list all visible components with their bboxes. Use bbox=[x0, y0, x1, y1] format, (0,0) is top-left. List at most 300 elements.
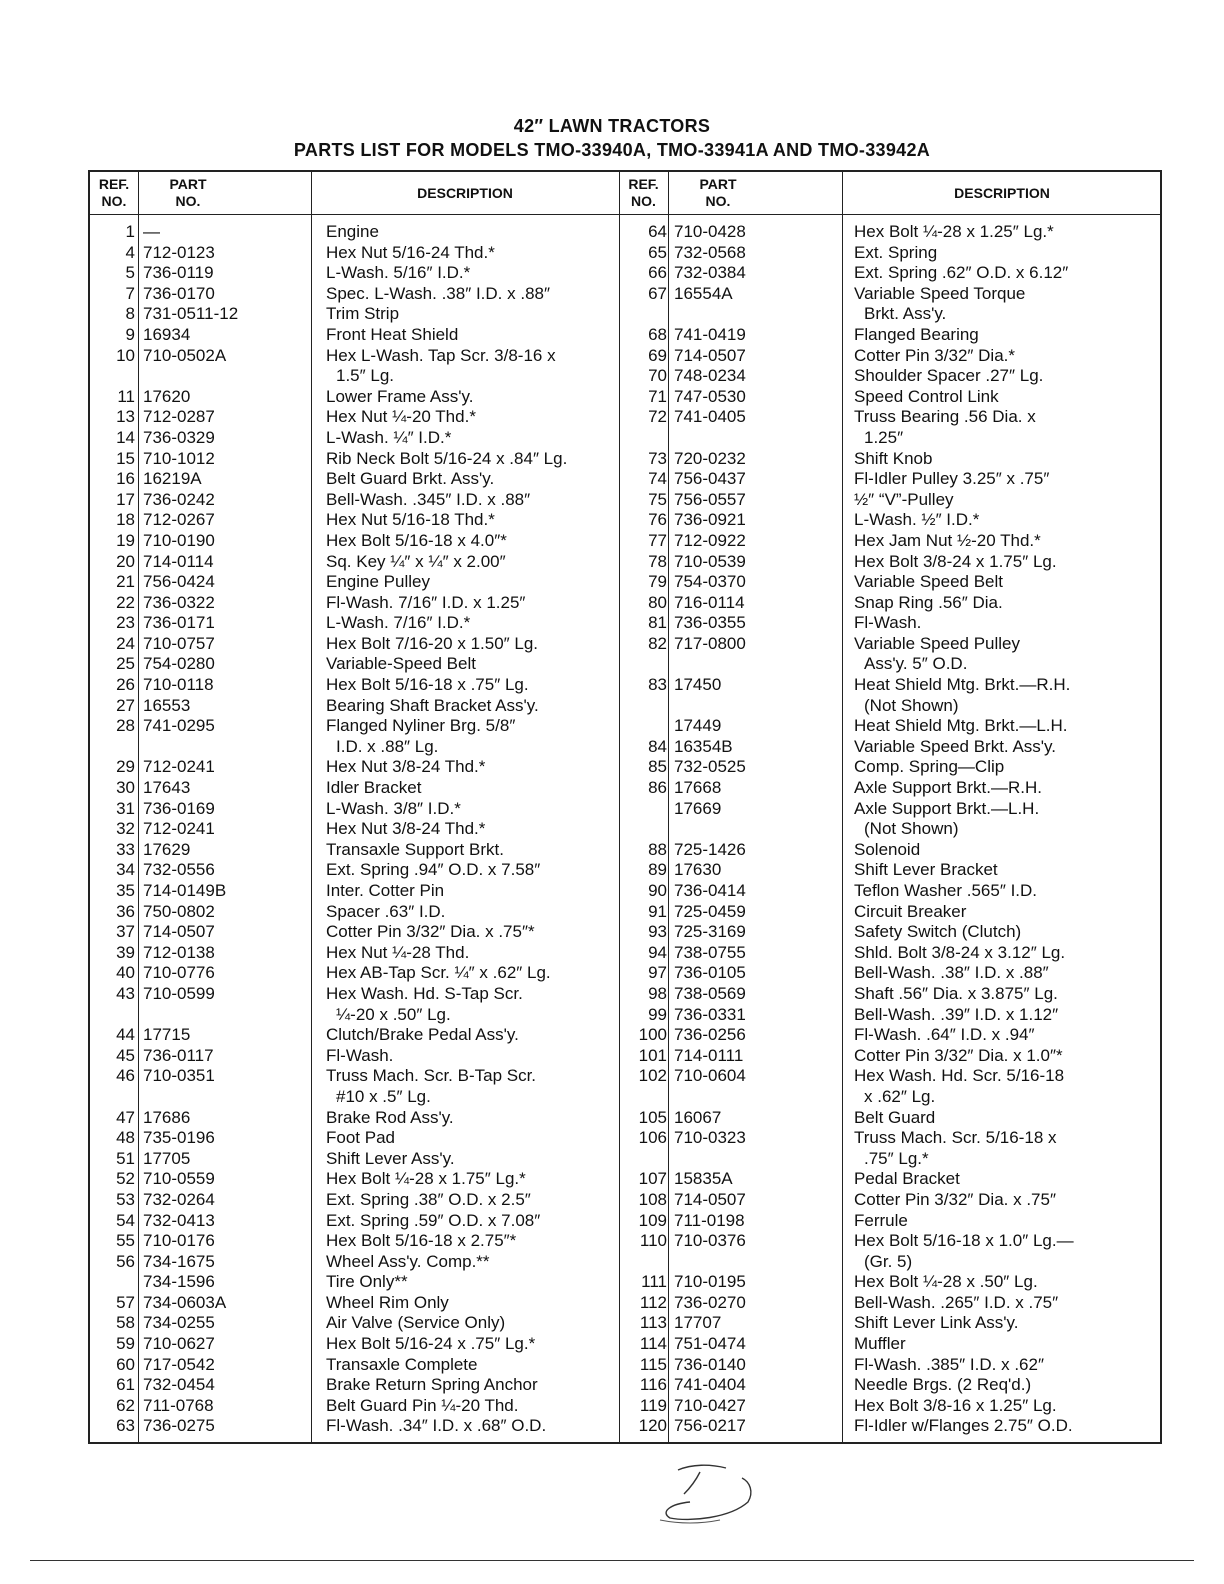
part-number: 736-0140 bbox=[674, 1354, 746, 1374]
part-description: Heat Shield Mtg. Brkt.—L.H. bbox=[854, 716, 1068, 736]
table-row bbox=[90, 840, 1160, 861]
ref-number: 17 bbox=[116, 489, 135, 509]
part-number: 732-0525 bbox=[674, 757, 746, 777]
ref-number: 60 bbox=[116, 1354, 135, 1374]
part-number: 754-0370 bbox=[674, 572, 746, 592]
page-subtitle: PARTS LIST FOR MODELS TMO-33940A, TMO-33941A AND TMO-33942A bbox=[293, 140, 931, 160]
part-number: 712-0241 bbox=[143, 757, 215, 777]
ref-number: 90 bbox=[648, 881, 667, 900]
part-number: 710-0190 bbox=[143, 530, 215, 550]
part-description: Hex Bolt 5/16-18 x 4.0″* bbox=[326, 530, 507, 550]
part-number: 736-0270 bbox=[674, 1292, 746, 1312]
part-number: 736-0171 bbox=[143, 613, 215, 633]
part-description: (Gr. 5) bbox=[864, 1251, 913, 1271]
header-desc-label: DESCRIPTION bbox=[954, 184, 1050, 201]
ref-number: 28 bbox=[116, 716, 135, 736]
ref-number: 107 bbox=[638, 1169, 667, 1189]
ref-number: 18 bbox=[116, 510, 135, 530]
part-description: Spacer .63″ I.D. bbox=[326, 901, 446, 921]
part-number: 710-0195 bbox=[674, 1272, 746, 1292]
table-row bbox=[90, 387, 1160, 408]
ref-number: 23 bbox=[116, 613, 135, 633]
part-description: Ext. Spring .94″ O.D. x 7.58″ bbox=[326, 860, 541, 880]
part-number: 710-0376 bbox=[674, 1231, 746, 1251]
ref-number: 69 bbox=[648, 345, 667, 365]
part-description: Hex Nut ¼-20 Thd.* bbox=[326, 407, 476, 427]
part-number: 736-0119 bbox=[143, 263, 214, 283]
ref-number: 102 bbox=[638, 1066, 667, 1086]
part-description: Truss Mach. Scr. B-Tap Scr. bbox=[326, 1066, 537, 1086]
part-description: ½″ “V”-Pulley bbox=[854, 489, 954, 509]
ref-number: 113 bbox=[639, 1313, 667, 1333]
header-part-right bbox=[668, 172, 768, 214]
part-number: 712-0138 bbox=[143, 942, 215, 962]
part-number: 714-0111 bbox=[674, 1045, 744, 1065]
ref-number: 70 bbox=[648, 366, 667, 386]
part-description: 1.25″ bbox=[864, 427, 904, 447]
ref-number: 35 bbox=[116, 881, 135, 900]
part-description: (Not Shown) bbox=[864, 695, 959, 715]
ref-number: 27 bbox=[116, 695, 135, 715]
part-number: 714-0149B bbox=[143, 881, 227, 900]
table-row bbox=[90, 1149, 1160, 1170]
ref-number: 85 bbox=[648, 757, 667, 777]
part-description: Ext. Spring bbox=[854, 242, 938, 262]
ref-number: 106 bbox=[638, 1128, 667, 1148]
part-description: Hex Nut 3/8-24 Thd.* bbox=[326, 819, 486, 839]
ref-number: 57 bbox=[116, 1292, 135, 1312]
part-description: Bell-Wash. .265″ I.D. x .75″ bbox=[854, 1292, 1059, 1312]
ref-number: 75 bbox=[648, 489, 667, 509]
ref-number: 47 bbox=[116, 1107, 135, 1127]
ref-number: 53 bbox=[116, 1189, 135, 1209]
part-number: 712-0267 bbox=[143, 510, 215, 530]
part-number: 736-0322 bbox=[143, 592, 215, 612]
table-row bbox=[90, 613, 1160, 634]
table-row bbox=[90, 799, 1160, 820]
part-description: Clutch/Brake Pedal Ass'y. bbox=[326, 1025, 519, 1045]
part-description: Bearing Shaft Bracket Ass'y. bbox=[326, 695, 539, 715]
table-row bbox=[90, 243, 1160, 264]
part-description: Belt Guard bbox=[854, 1107, 936, 1127]
part-number: 717-0800 bbox=[674, 633, 746, 653]
ref-number: 91 bbox=[648, 901, 667, 921]
ref-number: 97 bbox=[648, 963, 667, 983]
part-description: Axle Support Brkt.—L.H. bbox=[854, 798, 1040, 818]
table-row bbox=[90, 407, 1160, 428]
ref-number: 25 bbox=[116, 654, 135, 674]
part-number: 16219A bbox=[143, 469, 202, 489]
page-title: 42″ LAWN TRACTORS bbox=[513, 116, 711, 136]
part-description: Shoulder Spacer .27″ Lg. bbox=[854, 366, 1044, 386]
part-number: 732-0556 bbox=[143, 860, 215, 880]
part-number: 17643 bbox=[143, 778, 191, 798]
part-description: Needle Brgs. (2 Req'd.) bbox=[854, 1375, 1032, 1395]
ref-number: 115 bbox=[639, 1354, 667, 1374]
part-number: 710-0323 bbox=[674, 1128, 746, 1148]
ref-number: 111 bbox=[641, 1272, 667, 1292]
part-number: 710-0427 bbox=[674, 1395, 746, 1415]
part-description: Shift Lever Bracket bbox=[854, 860, 998, 880]
table-row bbox=[90, 366, 1160, 387]
part-number: 17707 bbox=[674, 1313, 722, 1333]
ref-number: 63 bbox=[116, 1416, 135, 1436]
part-description: Flanged Nyliner Brg. 5/8″ bbox=[326, 716, 516, 736]
part-description: #10 x .5″ Lg. bbox=[336, 1086, 431, 1106]
part-description: Hex Bolt 7/16-20 x 1.50″ Lg. bbox=[326, 633, 539, 653]
part-number: 738-0755 bbox=[674, 942, 746, 962]
part-number: 714-0507 bbox=[674, 345, 746, 365]
part-number: 756-0557 bbox=[674, 489, 746, 509]
table-row bbox=[90, 1025, 1160, 1046]
ref-number: 39 bbox=[116, 942, 135, 962]
part-description: Hex Nut ¼-28 Thd. bbox=[326, 942, 470, 962]
ref-number: 36 bbox=[116, 901, 135, 921]
header-part-left bbox=[138, 172, 238, 214]
ref-number: 61 bbox=[116, 1375, 135, 1395]
table-row bbox=[90, 531, 1160, 552]
part-description: Cotter Pin 3/32″ Dia.* bbox=[854, 345, 1015, 365]
part-description: Variable Speed Torque bbox=[854, 283, 1026, 303]
part-description: Belt Guard Pin ¼-20 Thd. bbox=[326, 1395, 519, 1415]
part-description: Tire Only** bbox=[326, 1272, 408, 1292]
ref-number: 116 bbox=[639, 1375, 667, 1395]
part-number: 710-0539 bbox=[674, 551, 746, 571]
table-row bbox=[90, 819, 1160, 840]
part-number: 736-0170 bbox=[143, 283, 215, 303]
part-number: 17629 bbox=[143, 839, 191, 859]
table-row bbox=[90, 469, 1160, 490]
part-number: 736-0256 bbox=[674, 1025, 746, 1045]
part-description: L-Wash. ½″ I.D.* bbox=[854, 510, 980, 530]
part-number: 16553 bbox=[143, 695, 191, 715]
table-row bbox=[90, 1396, 1160, 1417]
part-description: Brkt. Ass'y. bbox=[864, 304, 947, 324]
part-description: Shift Knob bbox=[854, 448, 933, 468]
table-row bbox=[90, 1005, 1160, 1026]
header-no-label: NO. bbox=[705, 193, 731, 209]
part-description: Muffler bbox=[854, 1334, 906, 1354]
part-description: L-Wash. 3/8″ I.D.* bbox=[326, 798, 461, 818]
ref-number: 73 bbox=[648, 448, 667, 468]
ref-number: 84 bbox=[648, 736, 667, 756]
part-number: 16934 bbox=[143, 324, 191, 344]
ref-number: 78 bbox=[648, 551, 667, 571]
part-description: Shld. Bolt 3/8-24 x 3.12″ Lg. bbox=[854, 942, 1066, 962]
part-description: Fl-Wash. bbox=[326, 1045, 394, 1065]
ref-number: 66 bbox=[648, 263, 667, 283]
ref-number: 30 bbox=[116, 778, 135, 798]
part-number: 736-0105 bbox=[674, 963, 746, 983]
part-number: 732-0264 bbox=[143, 1189, 215, 1209]
ref-number: 109 bbox=[638, 1210, 667, 1230]
ref-number: 56 bbox=[116, 1251, 135, 1271]
ref-number: 62 bbox=[116, 1395, 135, 1415]
part-number: 736-0275 bbox=[143, 1416, 215, 1436]
ref-number: 5 bbox=[125, 263, 135, 283]
table-row bbox=[90, 1231, 1160, 1252]
ref-number: 79 bbox=[648, 572, 667, 592]
ref-number: 80 bbox=[648, 592, 667, 612]
ref-number: 101 bbox=[638, 1045, 667, 1065]
table-row bbox=[90, 922, 1160, 943]
part-number: 736-0331 bbox=[674, 1004, 746, 1024]
part-description: Shift Lever Link Ass'y. bbox=[854, 1313, 1019, 1333]
table-row bbox=[90, 1128, 1160, 1149]
part-description: Fl-Idler Pulley 3.25″ x .75″ bbox=[854, 469, 1050, 489]
part-number: 712-0922 bbox=[674, 530, 746, 550]
ref-number: 83 bbox=[648, 675, 667, 695]
part-description: Hex Bolt ¼-28 x 1.75″ Lg.* bbox=[326, 1169, 526, 1189]
part-number: 714-0114 bbox=[143, 551, 214, 571]
table-row bbox=[90, 284, 1160, 305]
ref-number: 120 bbox=[638, 1416, 667, 1436]
header-no-label: NO. bbox=[631, 193, 656, 209]
ref-number: 89 bbox=[648, 860, 667, 880]
ref-number: 54 bbox=[116, 1210, 135, 1230]
table-row bbox=[90, 634, 1160, 655]
table-row bbox=[90, 675, 1160, 696]
ref-number: 82 bbox=[648, 633, 667, 653]
ref-number: 7 bbox=[125, 283, 135, 303]
part-description: Foot Pad bbox=[326, 1128, 395, 1148]
table-row bbox=[90, 1375, 1160, 1396]
part-number: 736-0242 bbox=[143, 489, 215, 509]
ref-number: 8 bbox=[125, 304, 135, 324]
table-row bbox=[90, 902, 1160, 923]
part-description: Hex Nut 5/16-18 Thd.* bbox=[326, 510, 495, 530]
part-number: 712-0241 bbox=[143, 819, 215, 839]
table-row bbox=[90, 1066, 1160, 1087]
part-description: Engine Pulley bbox=[326, 572, 430, 592]
part-number: 725-0459 bbox=[674, 901, 746, 921]
ref-number: 37 bbox=[116, 922, 135, 942]
part-number: 15835A bbox=[674, 1169, 733, 1189]
ref-number: 105 bbox=[638, 1107, 667, 1127]
ref-number: 45 bbox=[116, 1045, 135, 1065]
part-number: 716-0114 bbox=[674, 592, 745, 612]
part-description: (Not Shown) bbox=[864, 819, 959, 839]
table-row bbox=[90, 1272, 1160, 1293]
table-row bbox=[90, 510, 1160, 531]
part-description: Rib Neck Bolt 5/16-24 x .84″ Lg. bbox=[326, 448, 568, 468]
part-number: 710-1012 bbox=[143, 448, 215, 468]
parts-table bbox=[88, 170, 1162, 1444]
part-number: 735-0196 bbox=[143, 1128, 215, 1148]
part-description: Fl-Wash. .34″ I.D. x .68″ O.D. bbox=[326, 1416, 547, 1436]
header-ref-left bbox=[90, 172, 138, 214]
part-number: 712-0287 bbox=[143, 407, 215, 427]
part-description: Inter. Cotter Pin bbox=[326, 881, 445, 900]
part-description: 1.5″ Lg. bbox=[336, 366, 395, 386]
part-description: Safety Switch (Clutch) bbox=[854, 922, 1022, 942]
part-number: 732-0413 bbox=[143, 1210, 215, 1230]
ref-number: 74 bbox=[648, 469, 667, 489]
ref-number: 71 bbox=[648, 386, 667, 406]
part-description: L-Wash. 7/16″ I.D.* bbox=[326, 613, 471, 633]
part-description: Front Heat Shield bbox=[326, 324, 459, 344]
part-number: 736-0355 bbox=[674, 613, 746, 633]
part-number: 17686 bbox=[143, 1107, 191, 1127]
part-number: 736-0921 bbox=[674, 510, 746, 530]
header-divider bbox=[90, 214, 1160, 215]
ref-number: 29 bbox=[116, 757, 135, 777]
part-description: Brake Rod Ass'y. bbox=[326, 1107, 454, 1127]
part-number: 734-1596 bbox=[143, 1272, 215, 1292]
ref-number: 16 bbox=[116, 469, 135, 489]
ref-number: 67 bbox=[648, 283, 667, 303]
part-number: 751-0474 bbox=[674, 1334, 746, 1354]
part-description: Belt Guard Brkt. Ass'y. bbox=[326, 469, 495, 489]
part-number: 736-0329 bbox=[143, 427, 215, 447]
ref-number: 46 bbox=[116, 1066, 135, 1086]
handwritten-mark bbox=[630, 1458, 770, 1528]
part-number: 710-0502A bbox=[143, 345, 227, 365]
part-number: 17668 bbox=[674, 778, 722, 798]
part-description: Hex Bolt ¼-28 x 1.25″ Lg.* bbox=[854, 222, 1054, 241]
part-number: 756-0424 bbox=[143, 572, 215, 592]
ref-number: 119 bbox=[639, 1395, 667, 1415]
part-number: 741-0404 bbox=[674, 1375, 746, 1395]
ref-number: 24 bbox=[116, 633, 135, 653]
part-number: 711-0768 bbox=[143, 1395, 214, 1415]
part-number: 734-1675 bbox=[143, 1251, 215, 1271]
ref-number: 10 bbox=[116, 345, 135, 365]
table-row bbox=[90, 963, 1160, 984]
part-description: Cotter Pin 3/32″ Dia. x .75″ bbox=[854, 1189, 1056, 1209]
header-desc-label: DESCRIPTION bbox=[417, 184, 513, 201]
page-bottom-rule bbox=[30, 1560, 1194, 1561]
part-number: 736-0414 bbox=[674, 881, 746, 900]
table-row bbox=[90, 984, 1160, 1005]
part-number: 710-0776 bbox=[143, 963, 215, 983]
part-number: 710-0428 bbox=[674, 222, 746, 241]
ref-number: 4 bbox=[125, 242, 135, 262]
table-row bbox=[90, 1190, 1160, 1211]
part-number: 717-0542 bbox=[143, 1354, 215, 1374]
part-description: Lower Frame Ass'y. bbox=[326, 386, 474, 406]
table-row bbox=[90, 778, 1160, 799]
part-number: 16554A bbox=[674, 283, 733, 303]
part-description: Spec. L-Wash. .38″ I.D. x .88″ bbox=[326, 283, 550, 303]
part-description: Bell-Wash. .345″ I.D. x .88″ bbox=[326, 489, 531, 509]
part-description: Variable Speed Belt bbox=[854, 572, 1004, 592]
part-number: 16067 bbox=[674, 1107, 722, 1127]
part-number: 710-0599 bbox=[143, 983, 215, 1003]
part-description: Transaxle Complete bbox=[326, 1354, 478, 1374]
part-description: Air Valve (Service Only) bbox=[326, 1313, 506, 1333]
ref-number: 51 bbox=[116, 1148, 135, 1168]
part-description: Ferrule bbox=[854, 1210, 908, 1230]
part-description: Hex Bolt ¼-28 x .50″ Lg. bbox=[854, 1272, 1038, 1292]
part-description: Engine bbox=[326, 222, 379, 241]
part-number: 748-0234 bbox=[674, 366, 746, 386]
table-row bbox=[90, 263, 1160, 284]
part-description: Ext. Spring .59″ O.D. x 7.08″ bbox=[326, 1210, 541, 1230]
part-number: 710-0559 bbox=[143, 1169, 215, 1189]
ref-number: 100 bbox=[638, 1025, 667, 1045]
part-description: Hex Jam Nut ½-20 Thd.* bbox=[854, 530, 1041, 550]
part-description: Hex AB-Tap Scr. ¼″ x .62″ Lg. bbox=[326, 963, 551, 983]
part-description: Solenoid bbox=[854, 839, 921, 859]
ref-number: 88 bbox=[648, 839, 667, 859]
part-description: Hex Nut 3/8-24 Thd.* bbox=[326, 757, 486, 777]
part-description: Hex Bolt 5/16-18 x 1.0″ Lg.— bbox=[854, 1231, 1074, 1251]
part-number: 710-0604 bbox=[674, 1066, 746, 1086]
part-description: Shift Lever Ass'y. bbox=[326, 1148, 455, 1168]
table-row bbox=[90, 716, 1160, 737]
part-description: .75″ Lg.* bbox=[864, 1148, 929, 1168]
part-description: Brake Return Spring Anchor bbox=[326, 1375, 538, 1395]
ref-number: 19 bbox=[116, 530, 135, 550]
part-description: Hex Nut 5/16-24 Thd.* bbox=[326, 242, 495, 262]
ref-number: 14 bbox=[116, 427, 135, 447]
ref-number: 68 bbox=[648, 324, 667, 344]
part-description: Truss Bearing .56 Dia. x bbox=[854, 407, 1036, 427]
ref-number: 44 bbox=[116, 1025, 135, 1045]
ref-number: 98 bbox=[648, 983, 667, 1003]
part-description: Fl-Wash. 7/16″ I.D. x 1.25″ bbox=[326, 592, 526, 612]
table-row bbox=[90, 737, 1160, 758]
part-number: 17669 bbox=[674, 798, 722, 818]
ref-number: 13 bbox=[116, 407, 135, 427]
part-number: 747-0530 bbox=[674, 386, 746, 406]
part-description: Sq. Key ¼″ x ¼″ x 2.00″ bbox=[326, 551, 506, 571]
part-description: Cotter Pin 3/32″ Dia. x .75″* bbox=[326, 922, 535, 942]
part-description: Fl-Idler w/Flanges 2.75″ O.D. bbox=[854, 1416, 1073, 1436]
ref-number: 55 bbox=[116, 1231, 135, 1251]
part-number: 17630 bbox=[674, 860, 722, 880]
part-description: Variable Speed Pulley bbox=[854, 633, 1021, 653]
part-description: Fl-Wash. bbox=[854, 613, 922, 633]
part-number: 17449 bbox=[674, 716, 722, 736]
part-number: 741-0405 bbox=[674, 407, 746, 427]
part-number: 720-0232 bbox=[674, 448, 746, 468]
part-description: Trim Strip bbox=[326, 304, 400, 324]
ref-number: 20 bbox=[116, 551, 135, 571]
header-desc-left bbox=[311, 172, 619, 214]
part-number: 711-0198 bbox=[674, 1210, 745, 1230]
ref-number: 33 bbox=[116, 839, 135, 859]
header-ref-right bbox=[619, 172, 668, 214]
part-number: 714-0507 bbox=[674, 1189, 746, 1209]
header-no-label: NO. bbox=[101, 193, 127, 209]
ref-number: 58 bbox=[116, 1313, 135, 1333]
part-description: Idler Bracket bbox=[326, 778, 422, 798]
part-description: Fl-Wash. .385″ I.D. x .62″ bbox=[854, 1354, 1044, 1374]
ref-number: 108 bbox=[638, 1189, 667, 1209]
part-number: 734-0603A bbox=[143, 1292, 227, 1312]
part-description: Cotter Pin 3/32″ Dia. x 1.0″* bbox=[854, 1045, 1063, 1065]
part-number: 710-0757 bbox=[143, 633, 215, 653]
part-number: 738-0569 bbox=[674, 983, 746, 1003]
part-description: Truss Mach. Scr. 5/16-18 x bbox=[854, 1128, 1057, 1148]
part-description: L-Wash. 5/16″ I.D.* bbox=[326, 263, 471, 283]
part-number: 736-0117 bbox=[143, 1045, 214, 1065]
ref-number: 86 bbox=[648, 778, 667, 798]
part-description: Variable-Speed Belt bbox=[326, 654, 476, 674]
table-row bbox=[90, 346, 1160, 367]
ref-number: 9 bbox=[125, 324, 135, 344]
part-description: Hex Bolt 3/8-16 x 1.25″ Lg. bbox=[854, 1395, 1057, 1415]
ref-number: 48 bbox=[116, 1128, 135, 1148]
part-description: Ass'y. 5″ O.D. bbox=[864, 654, 968, 674]
part-description: Wheel Ass'y. Comp.** bbox=[326, 1251, 490, 1271]
ref-number: 65 bbox=[648, 242, 667, 262]
ref-number: 40 bbox=[116, 963, 135, 983]
part-description: Teflon Washer .565″ I.D. bbox=[854, 881, 1038, 900]
part-description: Comp. Spring—Clip bbox=[854, 757, 1005, 777]
